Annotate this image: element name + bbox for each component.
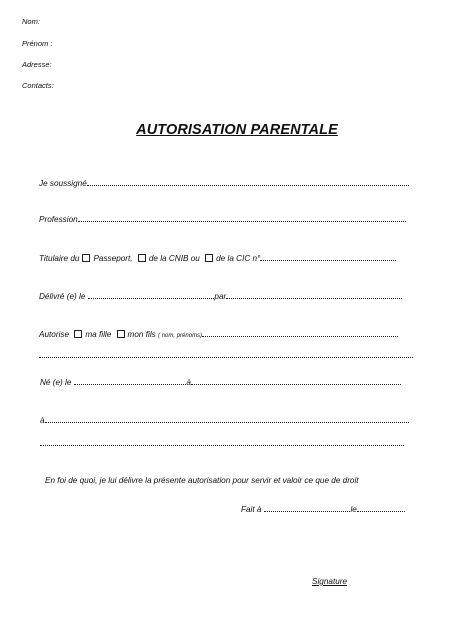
naissance-line xyxy=(40,376,401,387)
le-label: le xyxy=(350,505,357,514)
header-prenom: Prénom : xyxy=(22,39,53,48)
passeport-label: Passeport, xyxy=(93,254,133,263)
child-name-continuation-line[interactable] xyxy=(39,357,413,358)
titulaire-label: Titulaire du xyxy=(39,254,80,263)
delivre-date-field[interactable] xyxy=(88,290,214,299)
passeport-checkbox[interactable] xyxy=(82,254,90,262)
a-continuation-line[interactable] xyxy=(40,445,404,446)
page-title: AUTORISATION PARENTALE xyxy=(136,122,338,138)
cic-label: de la CIC n° xyxy=(216,254,261,263)
header-contacts: Contacts: xyxy=(22,81,54,90)
nom-prenoms-hint: ( nom, prénoms) xyxy=(158,333,203,339)
fait-line xyxy=(241,503,405,514)
par-field[interactable] xyxy=(226,290,402,299)
birth-place-field[interactable] xyxy=(191,376,401,385)
a-start-label: à xyxy=(40,416,45,425)
cnib-label: de la CNIB ou xyxy=(148,254,200,263)
ne-le-label: Né (e) le xyxy=(40,378,72,387)
fait-le-field[interactable] xyxy=(357,503,405,512)
header-adresse: Adresse: xyxy=(22,60,52,69)
signature-label: Signature xyxy=(312,577,348,586)
a-line xyxy=(40,414,409,425)
mon-fils-checkbox[interactable] xyxy=(117,330,125,338)
ma-fille-label: ma fille xyxy=(85,330,112,339)
child-name-field[interactable] xyxy=(202,328,398,337)
profession-line xyxy=(39,213,406,224)
cic-number-field[interactable] xyxy=(260,252,396,261)
ma-fille-checkbox[interactable] xyxy=(74,330,82,338)
par-label: par xyxy=(214,292,227,301)
cnib-checkbox[interactable] xyxy=(138,254,146,262)
birth-date-field[interactable] xyxy=(74,376,186,385)
header-nom: Nom: xyxy=(22,17,40,26)
cic-checkbox[interactable] xyxy=(205,254,213,262)
soussigne-field[interactable] xyxy=(87,177,409,186)
profession-label: Profession xyxy=(39,215,78,224)
soussigne-line xyxy=(39,177,409,188)
mon-fils-label: mon fils xyxy=(127,330,156,339)
fait-a-label: Fait à xyxy=(241,505,262,514)
delivre-line xyxy=(39,290,402,301)
autorise-label: Autorise xyxy=(39,330,70,339)
a-mid-label: à xyxy=(186,378,191,387)
en-foi-text: En foi de quoi, je lui délivre la présente autorisation pour servir et valoir ce que de droit xyxy=(45,476,359,485)
fait-a-field[interactable] xyxy=(264,503,350,512)
soussigne-label: Je soussigné xyxy=(39,179,87,188)
profession-field[interactable] xyxy=(78,213,406,222)
titulaire-line xyxy=(39,252,396,263)
autorise-line xyxy=(39,328,398,339)
a-field[interactable] xyxy=(45,414,409,423)
delivre-label: Délivré (e) le xyxy=(39,292,86,301)
